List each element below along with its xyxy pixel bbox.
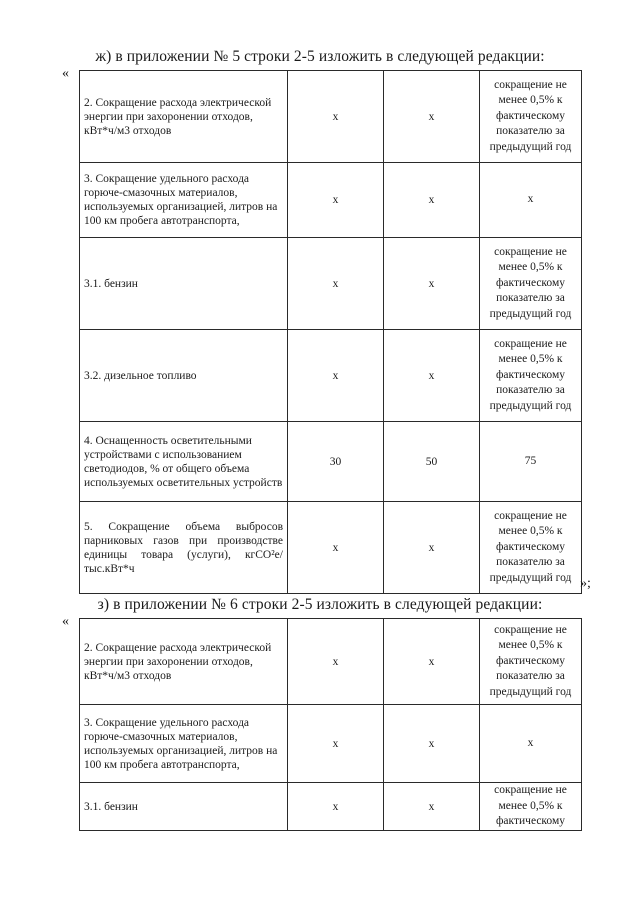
row-value: x (384, 71, 480, 163)
row-name: 2. Сокращение расхода электрической энергии при захоронении отходов, кВт*ч/м3 отходов (80, 619, 288, 705)
section-heading-z: з) в приложении № 6 строки 2-5 изложить в следующей редакции: (97, 596, 543, 613)
open-quote-mark: « (62, 66, 69, 81)
row-value: 50 (384, 422, 480, 502)
section-heading-zh: ж) в приложении № 5 строки 2-5 изложить в следующей редакции: (95, 48, 545, 65)
row-value: x (384, 783, 480, 831)
row-value: x (384, 238, 480, 330)
row-value: x (384, 502, 480, 594)
row-target: сокращение не менее 0,5% к фактическому показателю за предыдущий год (480, 238, 582, 330)
row-target: 75 (480, 422, 582, 502)
row-target: сокращение не менее 0,5% к фактическому показателю за предыдущий год (480, 619, 582, 705)
row-name: 3. Сокращение удельного расхода горюче-смазочных материалов, используемых организацией, литров на 100 км пробега автотранспорта, (80, 705, 288, 783)
table-row (80, 71, 582, 163)
table-row (80, 619, 582, 705)
appendix-6-table (79, 618, 582, 831)
row-value: 30 (288, 422, 384, 502)
row-value: x (288, 163, 384, 238)
row-value: x (384, 330, 480, 422)
row-value: x (288, 330, 384, 422)
table-row (80, 163, 582, 238)
row-target: сокращение не менее 0,5% к фактическому (480, 783, 582, 831)
row-value: x (288, 705, 384, 783)
row-value: x (288, 619, 384, 705)
row-name: 3.1. бензин (80, 238, 288, 330)
row-target: сокращение не менее 0,5% к фактическому показателю за предыдущий год (480, 71, 582, 163)
row-value: x (288, 783, 384, 831)
row-value: x (384, 163, 480, 238)
row-target: сокращение не менее 0,5% к фактическому показателю за предыдущий год (480, 502, 582, 594)
row-name: 3.1. бензин (80, 783, 288, 831)
appendix-5-table (79, 70, 582, 594)
row-name: 3. Сокращение удельного расхода горюче-смазочных материалов, используемых организацией, литров на 100 км пробега автотранспорта, (80, 163, 288, 238)
row-name: 5. Сокращение объема выбросов парниковых газов при производстве единицы товара (услуги), кгCO²e/тыс.кВт*ч (80, 502, 288, 594)
row-value: x (288, 71, 384, 163)
row-value: x (384, 705, 480, 783)
table-row (80, 238, 582, 330)
row-value: x (288, 238, 384, 330)
table-row (80, 705, 582, 783)
table-row (80, 502, 582, 594)
open-quote-mark: « (62, 614, 69, 629)
row-target: x (480, 163, 582, 238)
row-value: x (384, 619, 480, 705)
row-value: x (288, 502, 384, 594)
row-target: x (480, 705, 582, 783)
table-row (80, 330, 582, 422)
row-name: 4. Оснащенность осветительными устройствами с использованием светодиодов, % от общего объема используемых осветительных устройств (80, 422, 288, 502)
close-quote-mark: »; (580, 576, 591, 591)
row-name: 3.2. дизельное топливо (80, 330, 288, 422)
table-row (80, 422, 582, 502)
table-row (80, 783, 582, 831)
row-name: 2. Сокращение расхода электрической энергии при захоронении отходов, кВт*ч/м3 отходов (80, 71, 288, 163)
row-target: сокращение не менее 0,5% к фактическому показателю за предыдущий год (480, 330, 582, 422)
